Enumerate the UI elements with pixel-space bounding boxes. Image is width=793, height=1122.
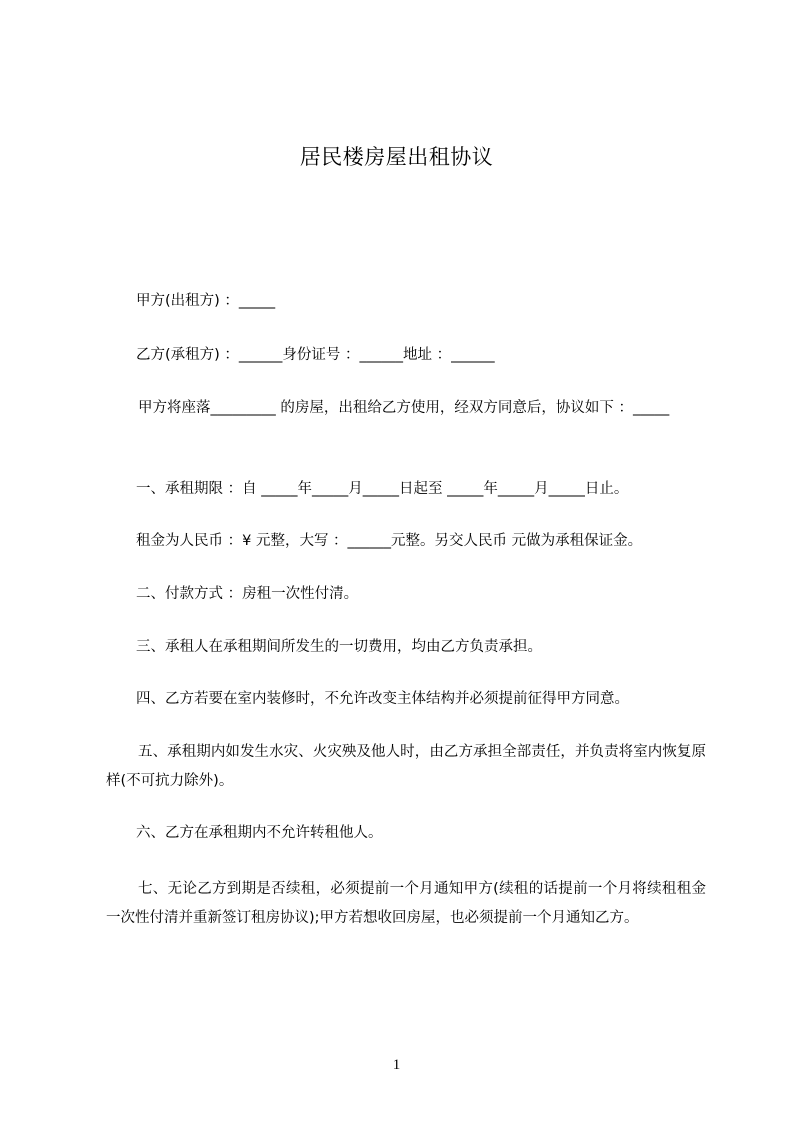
intro-paragraph: 甲方将座落_________ 的房屋，出租给乙方使用，经双方同意后，协议如下 ：_____ [138, 400, 670, 416]
clause-2: 二、付款方式 ：房租一次性付清。 [136, 586, 359, 602]
clause-7: 七、无论乙方到期是否续租，必须提前一个月通知甲方(续租的话提前一个月将续租租金一次性付清并重新签订租房协议);甲方若想收回房屋，也必须提前一个月通知乙方。 [106, 881, 706, 926]
clause-3: 三、承租人在承租期间所发生的一切费用，均由乙方负责承担。 [136, 639, 542, 655]
clause-6: 六、乙方在承租期内不允许转租他人。 [136, 825, 383, 841]
clause-1-rent: 租金为人民币 ：¥ 元整，大写 ：______元整。另交人民币 元做为承租保证金。 [136, 533, 643, 549]
party-b-line: 乙方(承租方) ：______身份证号 ：______地址 ：______ [136, 347, 495, 363]
page-number: 1 [392, 1057, 401, 1073]
party-a-line: 甲方(出租方) ：_____ [136, 293, 276, 309]
clause-5: 五、承租期内如发生水灾、火灾殃及他人时，由乙方承担全部责任，并负责将室内恢复原样(不可抗力除外)。 [106, 744, 706, 789]
clause-1-term: 一、承租期限 ：自 _____年_____月_____日起至 _____年_____月_____日止。 [136, 481, 629, 497]
page-title: 居民楼房屋出租协议 [299, 145, 494, 169]
clause-4: 四、乙方若要在室内装修时，不允许改变主体结构并必须提前征得甲方同意。 [136, 691, 629, 707]
